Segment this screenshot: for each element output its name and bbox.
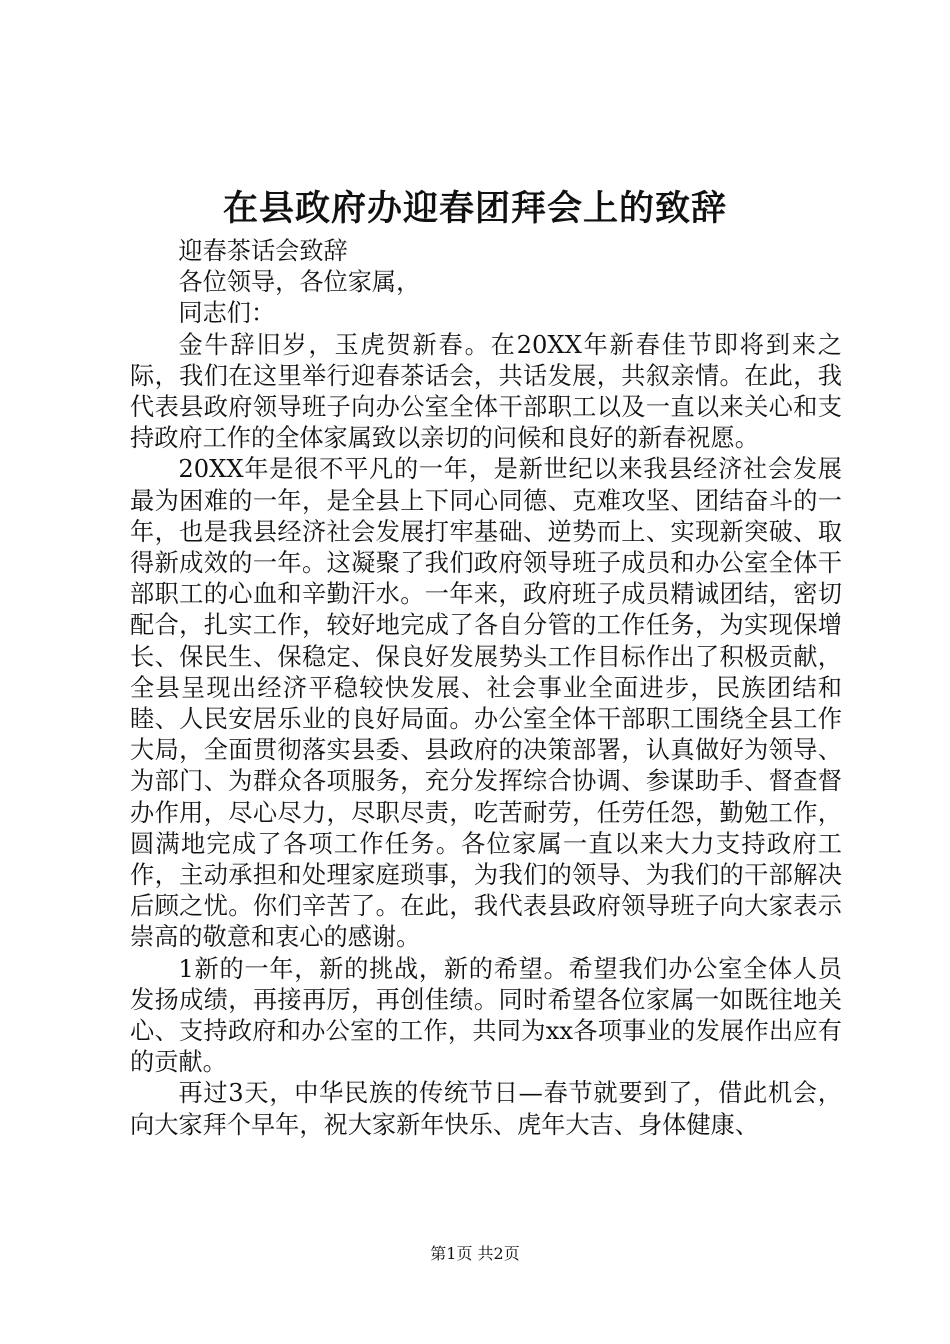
paragraph-subtitle: 迎春茶话会致辞: [178, 237, 348, 265]
document-title: 在县政府办迎春团拜会上的致辞: [222, 188, 727, 229]
paragraph-hopes: 1新的一年，新的挑战，新的希望。希望我们办公室全体人员发扬成绩，再接再厉，再创佳绩。同时希望各位家属一如既往地关心、支持政府和办公室的工作，共同为xx各项事业的发展作出应有的贡献。: [130, 954, 842, 1077]
paragraph-greeting: 同志们：: [178, 299, 276, 328]
paragraph-salutation: 各位领导，各位家属，: [178, 268, 421, 297]
paragraph-review: 20XX年是很不平凡的一年，是新世纪以来我县经济社会发展最为困难的一年，是全县上下同心同德、克难攻坚、团结奋斗的一年，也是我县经济社会发展打牢基础、逆势而上、实现新突破、取得新成效的一年。这凝聚了我们政府领导班子成员和办公室全体干部职工的心血和辛勤汗水。一年来，政府班子成员精诚团结，密切配合，扎实工作，较好地完成了各自分管的工作任务，为实现保增长、保民生、保稳定、保良好发展势头工作目标作出了积极贡献，全县呈现出经济平稳较快发展、社会事业全面进步，民族团结和睦、人民安居乐业的良好局面。办公室全体干部职工围绕全县工作大局，全面贯彻落实县委、县政府的决策部署，认真做好为领导、为部门、为群众各项服务，充分发挥综合协调、参谋助手、督查督办作用，尽心尽力，尽职尽责，吃苦耐劳，任劳任怨，勤勉工作，圆满地完成了各项工作任务。各位家属一直以来大力支持政府工作，主动承担和处理家庭琐事，为我们的领导、为我们的干部解决后顾之忧。你们辛苦了。在此，我代表县政府领导班子向大家表示崇高的敬意和衷心的感谢。: [130, 455, 842, 952]
paragraph-wishes: 再过3天，中华民族的传统节日—春节就要到了，借此机会，向大家拜个早年，祝大家新年快乐、虎年大吉、身体健康、: [130, 1079, 842, 1139]
document-body: [130, 236, 842, 1141]
page-number-footer: 第1页 共2页: [430, 1244, 520, 1263]
paragraph-opening: 金牛辞旧岁，玉虎贺新春。在20XX年新春佳节即将到来之际，我们在这里举行迎春茶话会，共话发展，共叙亲情。在此，我代表县政府领导班子向办公室全体干部职工以及一直以来关心和支持政府工作的全体家属致以亲切的问候和良好的新春祝愿。: [130, 330, 842, 453]
